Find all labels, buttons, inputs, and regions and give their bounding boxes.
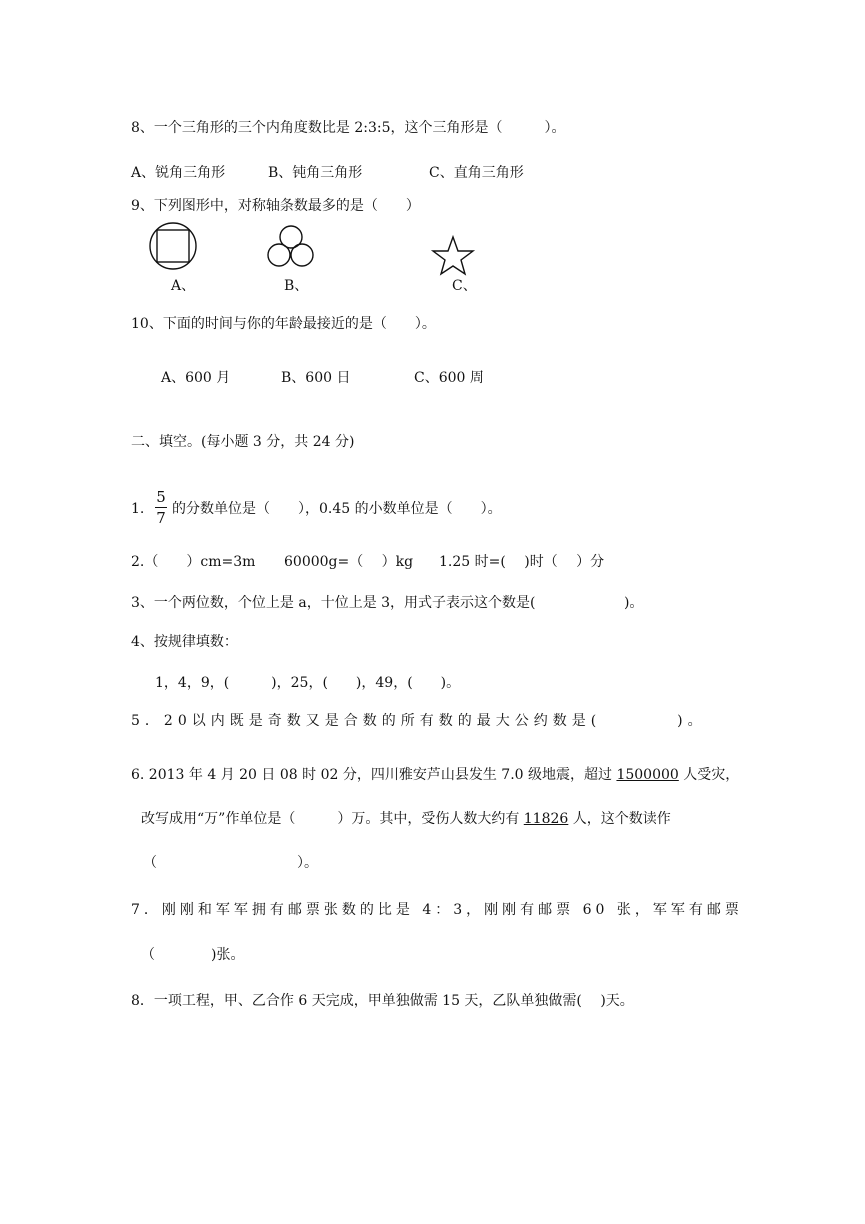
q9-option-a: A、 bbox=[171, 278, 196, 294]
f6-line1-end: 人受灾， bbox=[678, 767, 740, 783]
fraction-denominator: 7 bbox=[156, 509, 166, 527]
f6-line1 bbox=[131, 765, 739, 785]
f6-line2-text: 改写成用“万”作单位是（ ）万。其中，受伤人数大约有 bbox=[141, 811, 524, 827]
f6-underlined-1500000: 1500000 bbox=[616, 767, 679, 783]
f6-line2 bbox=[141, 809, 671, 829]
q10-option-b: B、600 日 bbox=[281, 370, 351, 386]
circle-square-icon bbox=[149, 222, 197, 270]
f8-text: 8．一项工程，甲、乙合作 6 天完成，甲单独做需 15 天，乙队单独做需( )天。 bbox=[131, 993, 634, 1009]
f2-part1: 2.（ ）cm=3m bbox=[131, 554, 256, 570]
f2-part2: 60000g=（ ）kg bbox=[284, 554, 414, 570]
f6-line1-text: 6. 2013 年 4 月 20 日 08 时 02 分，四川雅安芦山县发生 7.0 级地震，超过 bbox=[131, 767, 617, 783]
q10-text: 10、下面的时间与你的年龄最接近的是（ ）。 bbox=[131, 316, 436, 332]
f6-line3: （ ）。 bbox=[143, 855, 318, 871]
q8-option-c: C、直角三角形 bbox=[429, 165, 524, 181]
fraction-numerator: 5 bbox=[156, 488, 166, 506]
section-heading: 二、填空。(每小题 3 分，共 24 分) bbox=[131, 434, 355, 450]
q9-option-b: B、 bbox=[284, 278, 309, 294]
f2-part3: 1.25 时=( )时（ ）分 bbox=[439, 554, 605, 570]
f3-text: 3、一个两位数，个位上是 a，十位上是 3，用式子表示这个数是( )。 bbox=[131, 595, 644, 611]
q10-option-a: A、600 月 bbox=[161, 370, 231, 386]
f4-sequence: 1，4，9，( )，25，( )，49，( )。 bbox=[155, 675, 461, 691]
q8-option-b: B、钝角三角形 bbox=[268, 165, 363, 181]
q10-option-c: C、600 周 bbox=[414, 370, 484, 386]
f7-line2: （ )张。 bbox=[141, 947, 245, 963]
f1-text: 的分数单位是（ ），0.45 的小数单位是（ ）。 bbox=[172, 501, 502, 517]
q9-option-c: C、 bbox=[452, 278, 477, 294]
star-icon bbox=[431, 236, 475, 276]
f7-line1: 7．刚刚和军军拥有邮票张数的比是 4：3，刚刚有邮票 60 张，军军有邮票 bbox=[131, 902, 743, 918]
three-circles-icon bbox=[267, 225, 315, 267]
q8-option-a: A、锐角三角形 bbox=[131, 165, 226, 181]
q8-text: 8、一个三角形的三个内角度数比是 2:3:5，这个三角形是（ ）。 bbox=[131, 120, 566, 136]
q9-text: 9、下列图形中，对称轴条数最多的是（ ） bbox=[131, 198, 420, 214]
f4-title: 4、按规律填数： bbox=[131, 634, 238, 650]
f6-underlined-11826: 11826 bbox=[523, 811, 569, 827]
f6-line2-end: 人，这个数读作 bbox=[568, 811, 671, 827]
f1-number: 1. bbox=[131, 501, 145, 517]
fraction-5-7 bbox=[154, 488, 168, 527]
f5-text: 5．20以内既是奇数又是合数的所有数的最大公约数是( )。 bbox=[131, 713, 707, 729]
